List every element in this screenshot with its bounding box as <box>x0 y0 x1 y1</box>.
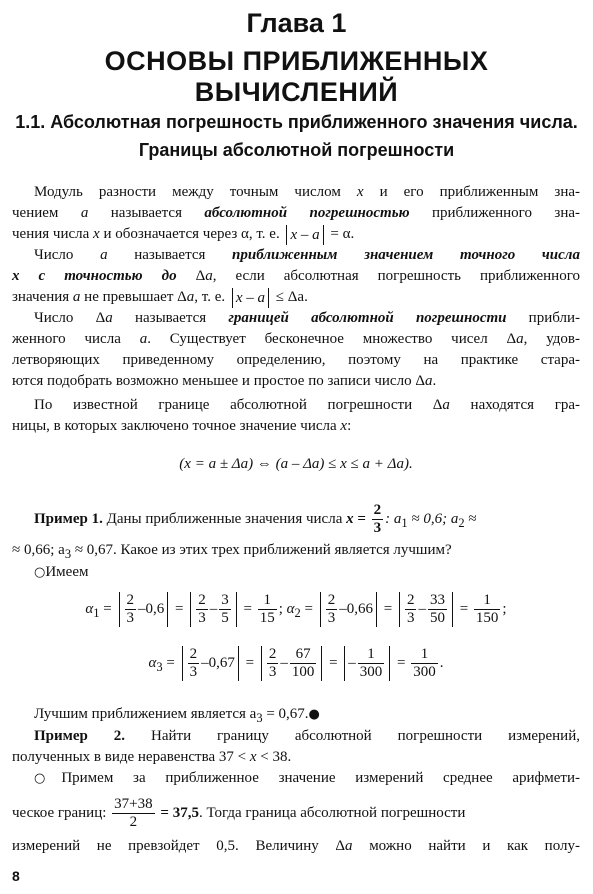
paragraph-3-line: ются подобрать возможно меньшее и простое по записи число Δa. <box>12 373 437 389</box>
example-1-label: Пример 1. <box>34 510 103 527</box>
paragraph-2-line: Число a называется приближенным значением точного числа <box>34 247 580 263</box>
term-error-bound: границей абсолютной погрешности <box>228 310 507 326</box>
formula-alpha-3: $\alpha_3$ = $\frac{2}{3}$ –0,67 = $\frac{2}{3}$ – $\frac{67}{100}$ = – $\frac{1}{300}$ = $\frac{1}{300}$ . <box>148 646 444 680</box>
solution-end-dot-icon: ● <box>308 707 320 722</box>
example-2-line: Пример 2. Найти границу абсолютной погрешности измерений, <box>34 728 580 744</box>
chapter-label: Глава 1 <box>246 8 347 38</box>
term-absolute-error: абсолютной погрешностью <box>204 205 410 221</box>
fraction: $\frac{37+38}{2}$ <box>114 796 153 830</box>
paragraph-3-line: женного числа a. Существует бесконечное множество чисел Δa, удов- <box>12 331 581 347</box>
interval-formula: (x = a ± Δa) ⇔ (a – Δa) ≤ x ≤ a + Δa). <box>179 456 413 472</box>
paragraph-4-line: По известной границе абсолютной погрешности Δa находятся гра- <box>34 397 580 413</box>
example-2-label: Пример 2. <box>34 728 126 744</box>
section-heading-line2: Границы абсолютной погрешности <box>138 140 455 160</box>
example-1-line: ≈ 0,66; $a_3 \approx 0,67$. Какое из этих трех приближений является лучшим? <box>12 542 452 561</box>
example-1-solution-start: ○Имеем <box>34 564 89 580</box>
fraction: $\frac{2}{3}$ <box>373 502 382 536</box>
example-2-line: полученных в виде неравенства 37 < x < 38. <box>12 749 292 765</box>
paragraph-1-line: чением a называется абсолютной погрешностью приближенного зна- <box>12 205 580 221</box>
solution-open-circle-icon: ○ <box>34 771 62 786</box>
formula-alpha-1-2: $\alpha_1$ = $\frac{2}{3}$ –0,6 = $\frac{2}{3}$ – $\frac{3}{5}$ = $\frac{1}{15}$ ; $\alpha_2$ = $\frac{2}{3}$ –0,66 = $\frac{2}{3}$ – $\frac{33}{50}$ = $\frac{1}{150}$ ; <box>85 592 507 626</box>
section-heading-line1: 1.1. Абсолютная погрешность приближенного значения числа. <box>15 112 578 132</box>
paragraph-2-line: x с точностью до Δa, если абсолютная погрешность приближенного <box>12 268 580 284</box>
solution-open-circle-icon: ○ <box>34 565 46 580</box>
paragraph-1-line: Модуль разности между точным числом x и его приближенным зна- <box>34 184 581 200</box>
page-number: 8 <box>12 868 20 884</box>
paragraph-3-line: летворяющих приведенному определению, поэтому на практике стара- <box>12 352 580 368</box>
example-1-answer: Лучшим приближением является $a_3$ = 0,67.● <box>34 706 320 725</box>
example-2-line: ческое границ: $\frac{37+38}{2}$ = 37,5. Тогда граница абсолютной погрешности <box>12 796 466 830</box>
term-approximate-value: приближенным значением точного числа <box>232 247 580 263</box>
paragraph-3-line: Число Δa называется границей абсолютной погрешности прибли- <box>34 310 580 326</box>
example-2-line: измерений не превзойдет 0,5. Величину Δa можно найти и как полу- <box>12 838 580 854</box>
example-2-line: ○Примем за приближенное значение измерений среднее арифмети- <box>34 770 580 786</box>
example-1-line: Пример 1. Даны приближенные значения числа x = $\frac{2}{3}$ : $a_1 \approx 0,6$; $a_2$ ≈ <box>34 502 477 536</box>
paragraph-2-line: значения a не превышает Δa, т. е. x – a ≤ Δa. <box>12 289 308 306</box>
paragraph-1-line: чения числа x и обозначается через α, т. е. x – a = α. <box>12 226 355 243</box>
chapter-title: ОСНОВЫ ПРИБЛИЖЕННЫХ ВЫЧИСЛЕНИЙ <box>104 46 489 107</box>
paragraph-4-line: ницы, в которых заключено точное значение числа x: <box>12 418 352 434</box>
